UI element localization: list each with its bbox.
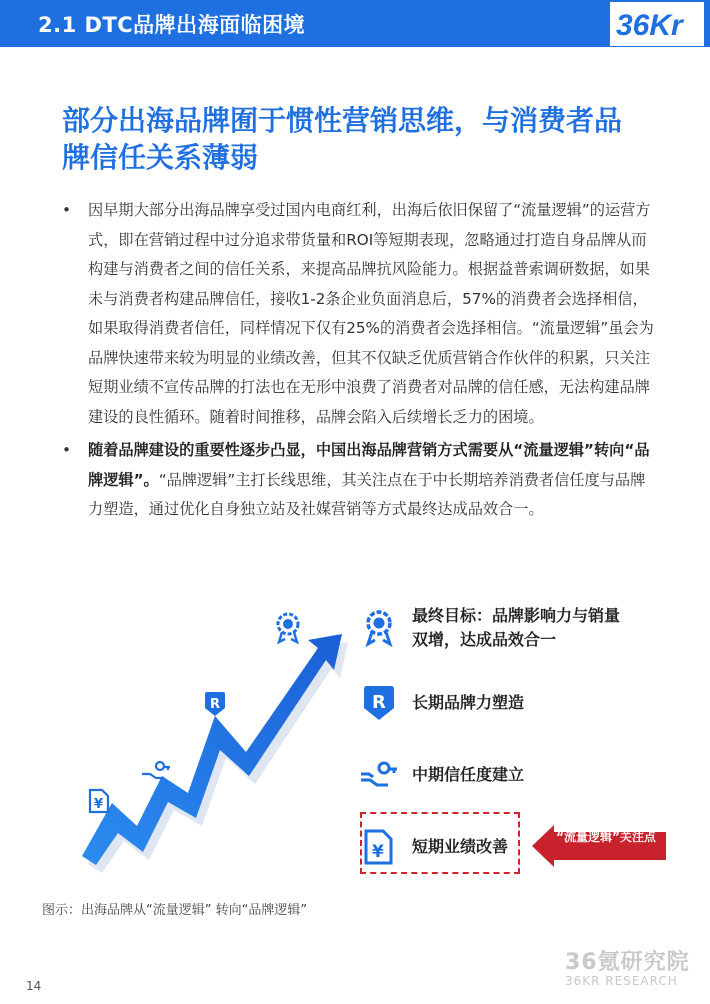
- registered-trademark-icon: [205, 692, 225, 716]
- bullet-bold-text: 随着品牌建设的重要性逐步凸显，中国出海品牌营销方式需要从“流量逻辑”转向“品牌逻辑”。: [88, 441, 650, 489]
- bullet-item-2: [60, 436, 660, 525]
- svg-text:R: R: [210, 697, 221, 712]
- step-mid-term: [360, 756, 524, 794]
- logo-text: 36Kr: [616, 9, 683, 42]
- brand-logo: [610, 2, 704, 46]
- award-ribbon-icon: [278, 614, 298, 642]
- bullet-text: 因早期大部分出海品牌享受过国内电商红利，出海后依旧保留了“流量逻辑”的运营方式，即在营销过程中过分追求带货量和ROI等短期表现，忽略通过打造自身品牌从而构建与消费者之间的信任关系，来提高品牌抗风险能力。根据益普索调研数据，如果未与消费者构建品牌信任，接收1-2条企业负面消息后，57%的消费者会选择相信，如果取得消费者信任，同样情况下仅有25%的消费者会选择相信。“流量逻辑”虽会为品牌快速带来较为明显的业绩改善，但其不仅缺乏优质营销合作伙伴的积累，只关注短期业绩不宣传品牌的打法也在无形中浪费了消费者对品牌的信任感，无法构建品牌建设的良性循环。随着时间推移，品牌会陷入后续增长乏力的困境。: [88, 201, 654, 426]
- step-final-goal: [360, 604, 632, 652]
- watermark-line-2: 36KR RESEARCH: [565, 974, 678, 988]
- step-label: 长期品牌力塑造: [412, 693, 525, 712]
- bullet-item-1: [60, 196, 660, 432]
- watermark: [565, 945, 690, 988]
- callout-label: “流量逻辑”关注点: [556, 830, 656, 844]
- hand-key-icon: [360, 756, 398, 794]
- zigzag-arrow: [82, 634, 342, 865]
- traffic-logic-callout: [532, 823, 666, 869]
- page-number: 14: [26, 979, 42, 993]
- section-title: 2.1 DTC品牌出海面临困境: [38, 13, 306, 37]
- figure-caption: 图示：出海品牌从“流量逻辑” 转向“品牌逻辑”: [42, 903, 308, 918]
- header-bar: [0, 0, 710, 47]
- watermark-line-1: 36氪研究院: [565, 950, 690, 975]
- step-label: 最终目标：品牌影响力与销量双增，达成品效合一: [412, 606, 621, 649]
- step-label: 短期业绩改善: [412, 837, 509, 856]
- title-line-2: 牌信任关系薄弱: [62, 141, 259, 174]
- registered-trademark-icon: [360, 684, 398, 722]
- step-long-term: [360, 684, 524, 722]
- award-ribbon-icon: [360, 609, 398, 647]
- bullet-list: [60, 196, 660, 529]
- bullet-text: “品牌逻辑”主打长线思维，其关注点在于中长期培养消费者信任度与品牌力塑造，通过优化自身独立站及社媒营销等方式最终达成品效合一。: [88, 470, 646, 518]
- step-label: 中期信任度建立: [412, 765, 525, 784]
- title-line-1: 部分出海品牌囿于惯性营销思维，与消费者品: [62, 104, 623, 137]
- page-title: [62, 102, 662, 176]
- short-term-highlight-box: [360, 812, 520, 874]
- yen-document-icon: [90, 790, 108, 812]
- svg-text:¥: ¥: [372, 842, 384, 862]
- svg-text:¥: ¥: [94, 797, 104, 812]
- svg-text:R: R: [372, 692, 386, 713]
- bullet-marker: •: [62, 441, 71, 459]
- hand-key-icon: [142, 762, 170, 778]
- bullet-marker: •: [62, 201, 71, 219]
